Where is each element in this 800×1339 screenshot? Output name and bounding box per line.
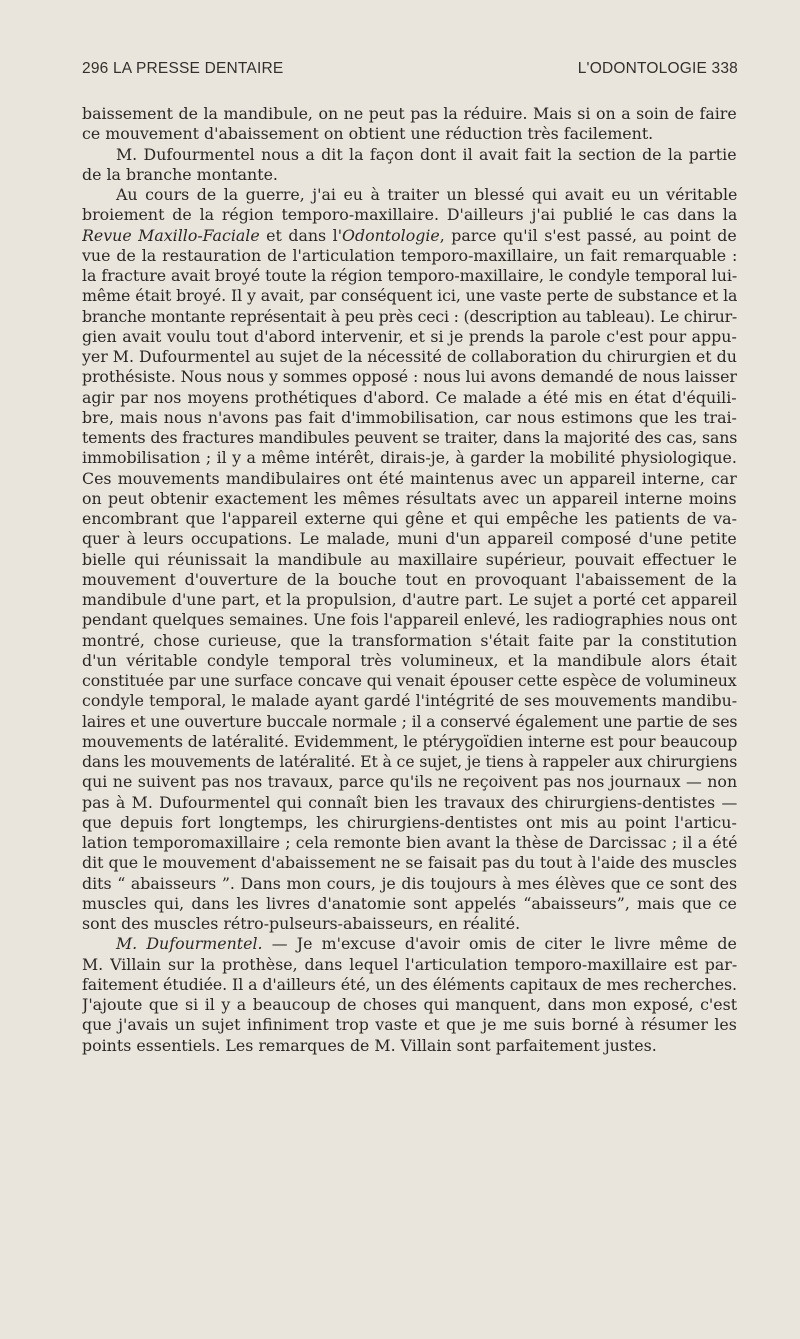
text-line: encombrant que l'appareil externe qui gêne et qui empêche les patients de va- [82, 509, 737, 528]
text-line: tements des fractures mandibules peuvent se traiter, dans la majorité des cas, sans [82, 428, 737, 447]
text-line: M. Dufourmentel nous a dit la façon dont il avait fait la section de la partie [116, 144, 737, 164]
text-line: agir par nos moyens prothétiques d'abord. Ce malade a été mis en état d'équili- [82, 387, 737, 407]
text-line: qui ne suivent pas nos travaux, parce qu'ils ne reçoivent pas nos journaux — non [82, 772, 737, 792]
text-line: branche montante représentait à peu près ceci : (description au tableau). Le chirur- [82, 306, 737, 326]
text-line: mouvements de latéralité. Evidemment, le ptérygoïdien interne est pour beaucoup [82, 731, 737, 751]
text-line: d'un véritable condyle temporal très volumineux, et la mandibule alors était [82, 650, 737, 670]
text-line: muscles qui, dans les livres d'anatomie sont appelés “abaisseurs”, mais que ce [82, 893, 737, 913]
text-line: dans les mouvements de latéralité. Et à ce sujet, je tiens à rappeler aux chirurgiens [82, 752, 737, 771]
text-line: montré, chose curieuse, que la transformation s'était faite par la constitution [82, 630, 737, 650]
body-text [82, 104, 737, 1056]
text-line: dit que le mouvement d'abaissement ne se faisait pas du tout à l'aide des muscles [82, 853, 737, 873]
text-line: immobilisation ; il y a même intérêt, dirais-je, à garder la mobilité physiologique. [82, 448, 737, 468]
text-line: gien avait voulu tout d'abord intervenir, et si je prends la parole c'est pour appu- [82, 326, 737, 346]
text-line: Ces mouvements mandibulaires ont été maintenus avec un appareil interne, car [82, 468, 737, 488]
text-line: mouvement d'ouverture de la bouche tout en provoquant l'abaissement de la [82, 569, 737, 589]
running-header [82, 60, 738, 78]
text-line: on peut obtenir exactement les mêmes résultats avec un appareil interne moins [82, 488, 737, 508]
text-line: M. Villain sur la prothèse, dans lequel l'articulation temporo-maxillaire est par- [82, 954, 737, 974]
text-line: bielle qui réunissait la mandibule au maxillaire supérieur, pouvait effectuer le [82, 549, 737, 569]
text-line: pendant quelques semaines. Une fois l'appareil enlevé, les radiographies nous ont [82, 610, 737, 630]
text-line: que j'avais un sujet infiniment trop vaste et que je me suis borné à résumer les [82, 1015, 737, 1035]
text-line: mandibule d'une part, et la propulsion, d'autre part. Le sujet a porté cet appareil [82, 590, 737, 609]
text-line: même était broyé. Il y avait, par conséquent ici, une vaste perte de substance et la [82, 286, 737, 306]
text-line: yer M. Dufourmentel au sujet de la nécessité de collaboration du chirurgien et du [82, 347, 737, 366]
text-line: Au cours de la guerre, j'ai eu à traiter un blessé qui avait eu un véritable [116, 185, 737, 204]
text-line: sont des muscles rétro-pulseurs-abaisseurs, en réalité. [82, 914, 521, 933]
text-line: Revue Maxillo-Faciale et dans l'Odontologie, parce qu'il s'est passé, au point de [82, 225, 737, 245]
text-line: pas à M. Dufourmentel qui connaît bien les travaux des chirurgiens-dentistes — [82, 792, 737, 812]
text-line: de la branche montante. [82, 164, 278, 184]
text-line: condyle temporal, le malade ayant gardé l'intégrité de ses mouvements mandibu- [82, 691, 737, 711]
header-left: 296 LA PRESSE DENTAIRE [82, 60, 284, 77]
text-line: J'ajoute que si il y a beaucoup de choses qui manquent, dans mon exposé, c'est [82, 995, 737, 1014]
text-line: constituée par une surface concave qui venait épouser cette espèce de volumineux [82, 671, 737, 690]
text-line: que depuis fort longtemps, les chirurgiens-dentistes ont mis au point l'articu- [82, 812, 737, 832]
text-line: prothésiste. Nous nous y sommes opposé : nous lui avons demandé de nous laisser [82, 367, 737, 387]
text-line: dits “ abaisseurs ”. Dans mon cours, je dis toujours à mes élèves que ce sont des [82, 873, 737, 893]
text-line: vue de la restauration de l'articulation temporo-maxillaire, un fait remarquable : [82, 245, 737, 265]
text-line: broiement de la région temporo-maxillaire. D'ailleurs j'ai publié le cas dans la [82, 205, 737, 225]
text-line: M. Dufourmentel. — Je m'excuse d'avoir omis de citer le livre même de [116, 934, 737, 954]
text-line: faitement étudiée. Il a d'ailleurs été, un des éléments capitaux de mes recherches. [82, 974, 737, 994]
text-line: points essentiels. Les remarques de M. Villain sont parfaitement justes. [82, 1035, 657, 1055]
text-line: ce mouvement d'abaissement on obtient une réduction très facilement. [82, 124, 654, 144]
text-line: quer à leurs occupations. Le malade, muni d'un appareil composé d'une petite [82, 529, 737, 549]
text-line: la fracture avait broyé toute la région temporo-maxillaire, le condyle temporal lui- [82, 266, 737, 285]
text-line: laires et une ouverture buccale normale ; il a conservé également une partie de ses [82, 711, 737, 731]
text-line: lation temporomaxillaire ; cela remonte bien avant la thèse de Darcissac ; il a été [82, 833, 737, 852]
header-right: L'ODONTOLOGIE 338 [577, 60, 738, 77]
text-line: bre, mais nous n'avons pas fait d'immobilisation, car nous estimons que les trai- [82, 407, 737, 427]
text-line: baissement de la mandibule, on ne peut pas la réduire. Mais si on a soin de faire [82, 104, 737, 123]
